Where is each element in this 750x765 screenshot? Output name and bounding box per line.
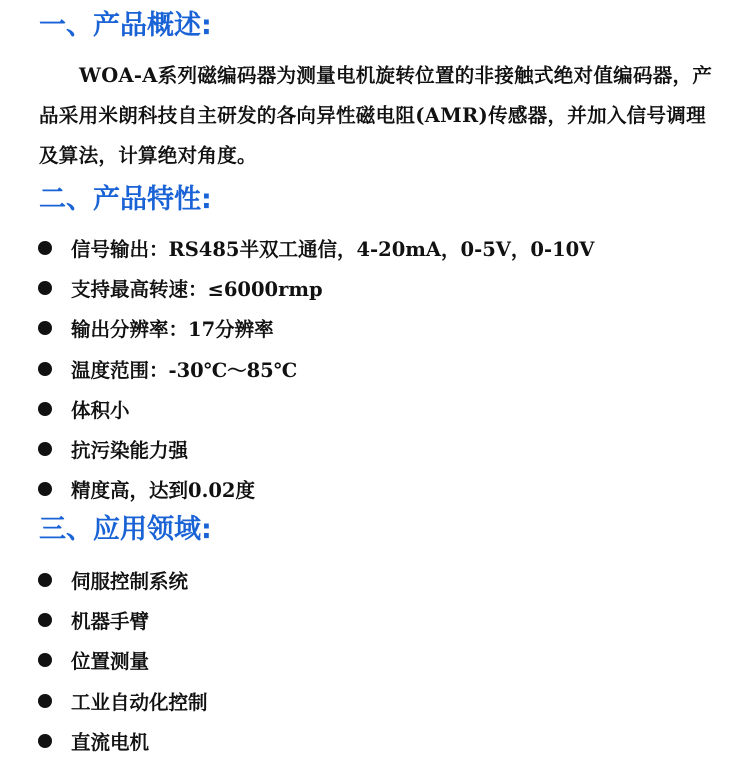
application-text: 位置测量 xyxy=(71,650,150,674)
list-item xyxy=(38,469,594,509)
section-title-overview: 一、产品概述: xyxy=(39,10,212,41)
feature-text: 抗污染能力强 xyxy=(71,439,189,463)
list-item xyxy=(38,721,208,761)
list-item xyxy=(38,429,594,469)
application-text: 工业自动化控制 xyxy=(71,690,208,714)
list-item xyxy=(38,560,208,600)
feature-list xyxy=(38,228,594,509)
bullet-icon xyxy=(38,281,52,295)
bullet-icon xyxy=(38,321,52,335)
feature-text: 温度范围：-30℃～85℃ xyxy=(71,358,298,382)
application-text: 伺服控制系统 xyxy=(71,570,189,594)
feature-text: 支持最高转速：≤6000rmp xyxy=(71,278,323,302)
bullet-icon xyxy=(38,362,52,376)
feature-text: 体积小 xyxy=(71,398,130,422)
bullet-icon xyxy=(38,573,52,587)
list-item xyxy=(38,389,594,429)
overview-paragraph: WOA-A系列磁编码器为测量电机旋转位置的非接触式绝对值编码器，产品采用米朗科技自主研发的各向异性磁电阻(AMR)传感器，并加入信号调理及算法，计算绝对角度。 xyxy=(39,64,713,167)
application-list xyxy=(38,560,208,761)
feature-text: 精度高，达到0.02度 xyxy=(71,479,255,503)
feature-text: 输出分辨率：17分辨率 xyxy=(71,318,274,342)
list-item xyxy=(38,349,594,389)
feature-text: 信号输出：RS485半双工通信，4-20mA，0-5V，0-10V xyxy=(71,238,595,262)
list-item xyxy=(38,268,594,308)
list-item xyxy=(38,681,208,721)
bullet-icon xyxy=(38,613,52,627)
application-text: 直流电机 xyxy=(71,730,150,754)
list-item xyxy=(38,640,208,680)
bullet-icon xyxy=(38,653,52,667)
list-item xyxy=(38,308,594,348)
section-title-features: 二、产品特性: xyxy=(39,184,212,215)
bullet-icon xyxy=(38,402,52,416)
bullet-icon xyxy=(38,241,52,255)
section-title-applications: 三、应用领域: xyxy=(39,514,212,545)
bullet-icon xyxy=(38,482,52,496)
list-item xyxy=(38,600,208,640)
application-text: 机器手臂 xyxy=(71,610,150,634)
list-item xyxy=(38,228,594,268)
bullet-icon xyxy=(38,734,52,748)
bullet-icon xyxy=(38,442,52,456)
bullet-icon xyxy=(38,694,52,708)
